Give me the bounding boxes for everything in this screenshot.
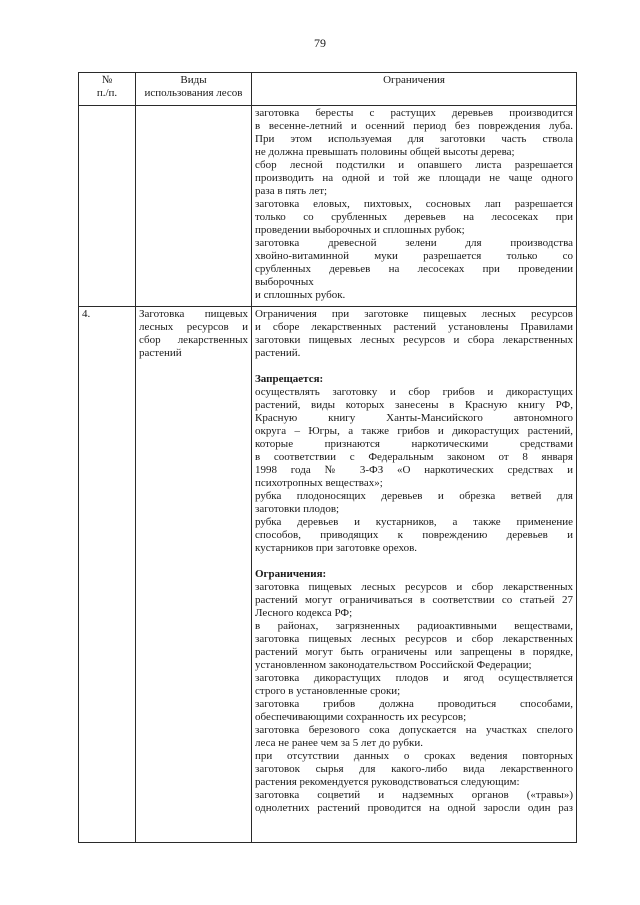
row-type-cell [136, 307, 252, 843]
text-line: в весенне-летний и осенний период без повреждения луба. [255, 120, 573, 132]
text-line: растений, виды которых занесены в Красную книгу РФ, [255, 399, 573, 411]
text-line: растений могут быть ограничены или запрещены в порядке, [255, 646, 573, 658]
text-line: рубка плодоносящих деревьев и обрезка ветвей для [255, 490, 573, 502]
text-line: которые признаются наркотическими средствами [255, 438, 573, 450]
text-line: заготовка грибов должна проводиться способами, [255, 698, 573, 710]
text-line: психотропных веществах»; [255, 477, 383, 489]
prohibited-heading: Запрещается: [255, 373, 324, 385]
text-line: Красную книгу Ханты-Мансийского автономного [255, 412, 573, 424]
limits-heading: Ограничения: [255, 568, 327, 580]
type-line: сбор лекарственных [139, 334, 248, 346]
text-line: не должна превышать половины общей высоты дерева; [255, 146, 515, 158]
text-line: в районах, загрязненных радиоактивными веществами, [255, 620, 573, 632]
text-line: растения рекомендуется руководствоваться следующим: [255, 776, 520, 788]
text-line: осуществлять заготовку и сбор грибов и дикорастущих [255, 386, 573, 398]
row-number-cell: 4. [79, 307, 136, 843]
text-line: заготовка березового сока допускается на участках спелого [255, 724, 573, 736]
text-line: установленном законодательством Российской Федерации; [255, 659, 532, 671]
text-line: растений могут ограничиваться в соответствии со статьей 27 [255, 594, 573, 606]
text-line: только со срубленных деревьев на лесосеках при [255, 211, 573, 223]
type-line: лесных ресурсов и [139, 321, 248, 333]
text-line: заготовок сырья для какого-либо вида лекарственного [255, 763, 573, 775]
table-row [79, 307, 577, 843]
text-line: в соответствии с Федеральным законом от 8 января [255, 451, 573, 463]
text-line: округа – Югры, а также грибов и дикорастущих растений, [255, 425, 573, 437]
type-line: Заготовка пищевых [139, 308, 248, 320]
text-line: строго в установленные сроки; [255, 685, 401, 697]
text-line: заготовка бересты с растущих деревьев производится [255, 107, 573, 119]
header-restrictions: Ограничения [252, 73, 577, 106]
text-line: Ограничения при заготовке пищевых лесных ресурсов [255, 308, 573, 320]
text-line: 1998 года № 3-ФЗ «О наркотических средствах и [255, 464, 573, 476]
page-number: 79 [314, 36, 326, 50]
header-number-line-1: № [101, 74, 113, 86]
text-line: кустарников при заготовке орехов. [255, 542, 418, 554]
text-line: заготовки плодов; [255, 503, 340, 515]
header-number-line-2: п./п. [96, 87, 118, 99]
header-forest-use-type [136, 73, 252, 106]
type-line: растений [139, 347, 182, 359]
text-line: и сборе лекарственных растений установлены Правилами [255, 321, 573, 333]
text-line: Лесного кодекса РФ; [255, 607, 353, 619]
text-line: однолетних растений проводится на одной заросли один раз [255, 802, 573, 814]
header-number [79, 73, 136, 106]
text-line: сбор лесной подстилки и опавшего листа разрешается [255, 159, 573, 171]
row-number-cell [79, 106, 136, 307]
text-line: хвойно-витаминной муки разрешается только со [255, 250, 573, 262]
text-line: срубленных деревьев на лесосеках при проведении [255, 263, 573, 275]
row-type-cell [136, 106, 252, 307]
text-line: растений. [255, 347, 301, 359]
text-line: рубка деревьев и кустарников, а также применение [255, 516, 573, 528]
header-type-line-2: использования лесов [144, 87, 243, 99]
text-line: леса не ранее чем за 5 лет до рубки. [255, 737, 424, 749]
header-type-line-1: Виды [180, 74, 207, 86]
text-line: и сплошных рубок. [255, 289, 346, 301]
row-restrictions-cell [252, 106, 577, 307]
text-line: При этом используемая для заготовки часть ствола [255, 133, 573, 145]
text-line: проведении выборочных и сплошных рубок; [255, 224, 465, 236]
table-row [79, 106, 577, 307]
text-line: способов, приводящих к повреждению деревьев и [255, 529, 573, 541]
restrictions-table [78, 72, 577, 843]
text-line: заготовка соцветий и надземных органов («травы») [255, 789, 573, 801]
text-line: при отсутствии данных о сроках ведения повторных [255, 750, 573, 762]
text-line: раза в пять лет; [255, 185, 328, 197]
row-restrictions-cell [252, 307, 577, 843]
text-line: заготовки пищевых лесных ресурсов и сбора лекарственных [255, 334, 573, 346]
text-line: заготовка дикорастущих плодов и ягод осуществляется [255, 672, 573, 684]
text-line: заготовка древесной зелени для производства [255, 237, 573, 249]
text-line: заготовка пищевых лесных ресурсов и сбор лекарственных [255, 581, 573, 593]
text-line: обеспечивающими сохранность их ресурсов; [255, 711, 467, 723]
text-line: производить на одной и той же площади не чаще одного [255, 172, 573, 184]
text-line: заготовка пищевых лесных ресурсов и сбор лекарственных [255, 633, 573, 645]
table-header-row [79, 73, 577, 106]
text-line: заготовка еловых, пихтовых, сосновых лап разрешается [255, 198, 573, 210]
text-line: выборочных [255, 276, 314, 288]
